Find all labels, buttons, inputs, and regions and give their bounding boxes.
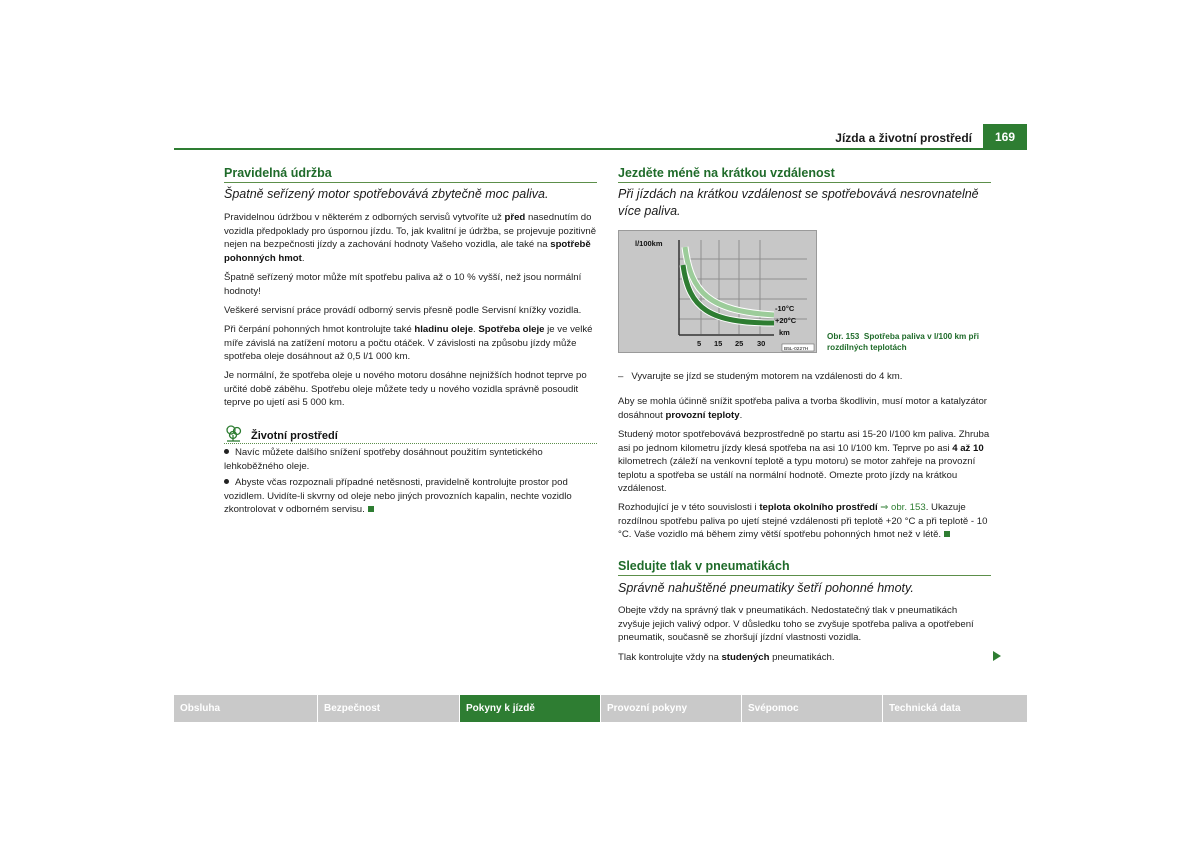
page-number: 169	[983, 124, 1027, 150]
bullet-icon	[224, 449, 229, 454]
paragraph-tire-pressure: Obejte vždy na správný tlak v pneumatikách. Nedostatečný tlak v pneumatikách zvyšuje jejich valivý odpor. V důsledku toho se zvyšuje spotřeba paliva a opotřebení pneumatik, současně se zhoršují jízdní vlastnosti vozidla.	[618, 605, 974, 643]
nav-tab-svepomoc[interactable]: Svépomoc	[742, 695, 882, 722]
running-header-title: Jízda a životní prostředí	[835, 131, 972, 145]
section-heading-maintenance: Pravidelná údržba	[224, 166, 597, 183]
nav-tab-technicka-data[interactable]: Technická data	[883, 695, 1027, 722]
section-end-icon	[944, 531, 950, 537]
lead-maintenance: Špatně seřízený motor spotřebovává zbytečně moc paliva.	[224, 187, 549, 201]
section-heading-short-trips: Jezděte méně na krátkou vzdálenost	[618, 166, 991, 183]
figure-caption: Obr. 153 Spotřeba paliva v l/100 km při rozdílných teplotách	[827, 332, 980, 352]
paragraph-maintenance-3: Veškeré servisní práce provádí odborný servis přesně podle Servisní knížky vozidla.	[224, 305, 582, 316]
nav-tab-bezpecnost[interactable]: Bezpečnost	[318, 695, 459, 722]
environment-title: Životní prostředí	[251, 430, 338, 442]
figure-code: B5L-0227H	[784, 347, 809, 352]
environment-rule	[224, 443, 597, 445]
header-rule	[174, 148, 1027, 150]
environment-icon	[224, 424, 244, 442]
dash-list-item: – Vyvarujte se jízd se studeným motorem na vzdálenosti do 4 km.	[618, 371, 903, 382]
figure-fuel-consumption	[618, 230, 817, 353]
environment-bullet-2: Abyste včas rozpoznali případné netěsnosti, pravidelně kontrolujte prostor pod vozidlem. Uvidíte-li skvrny od oleje nebo jiných provozních kapalin, nechte vozidlo zkontrolovat v odborném servisu.	[224, 477, 572, 515]
paragraph-operating-temperature: Aby se mohla účinně snížit spotřeba paliva a tvorba škodlivin, musí motor a katalyzátor dosáhnout provozní teploty.	[618, 396, 988, 421]
y-axis-label: l/100km	[635, 239, 663, 248]
paragraph-maintenance-1: Pravidelnou údržbou v některém z odborných servisů vytvoříte už před nasednutím do vozidla předpoklady pro úspornou jízdu. To, jak kvalitní je údržba, se projevuje pozitivně nejen na bezpečnosti jízdy a zachování hodnoty Vašeho vozidla, ale také na spotřebě pohonných hmot.	[224, 212, 597, 264]
section-heading-tire-pressure: Sledujte tlak v pneumatikách	[618, 559, 991, 576]
lead-tire-pressure: Správně nahuštěné pneumatiky šetří pohonné hmoty.	[618, 581, 914, 595]
fuel-consumption-chart	[619, 231, 816, 352]
paragraph-oil-level: Při čerpání pohonných hmot kontrolujte také hladinu oleje. Spotřeba oleje je ve velké míře závislá na zatížení motoru a počtu otáček. V závislosti na způsobu jízdy může spotřeba oleje dosáhnout až 0,5 l/1 000 km.	[224, 324, 593, 362]
legend-plus20: +20°C	[775, 316, 797, 325]
nav-tab-provozni-pokyny[interactable]: Provozní pokyny	[601, 695, 741, 722]
paragraph-cold-tires: Tlak kontrolujte vždy na studených pneumatikách.	[618, 652, 835, 663]
x-tick-30: 30	[757, 339, 766, 348]
nav-tab-obsluha[interactable]: Obsluha	[174, 695, 317, 722]
x-axis-label: km	[779, 328, 790, 337]
x-tick-15: 15	[714, 339, 723, 348]
environment-bullet-1: Navíc můžete dalšího snížení spotřeby dosáhnout použitím syntetického lehkoběžného oleje.	[224, 447, 543, 472]
x-tick-25: 25	[735, 339, 744, 348]
legend-minus10: -10°C	[775, 304, 795, 313]
figure-reference-link[interactable]: ⇒ obr. 153	[877, 502, 926, 513]
x-tick-5: 5	[697, 339, 702, 348]
section-end-icon	[368, 506, 374, 512]
lead-short-trips: Při jízdách na krátkou vzdálenost se spotřebovává nesrovnatelně více paliva.	[618, 187, 979, 218]
paragraph-maintenance-2: Špatně seřízený motor může mít spotřebu paliva až o 10 % vyšší, než jsou normální hodnoty!	[224, 272, 582, 297]
paragraph-cold-engine: Studený motor spotřebovává bezprostředně po startu asi 15-20 l/100 km paliva. Zhruba asi po jednom kilometru jízdy klesá spotřeba na asi 10 l/100 km. Teprve po asi 4 až 10 kilometrech (záleží na venkovní teplotě a typu motoru) se motor zahřeje na provozní teplotu a spotřeba se ustálí na normální hodnotě. Omezte proto jízdy na krátkou vzdálenost.	[618, 429, 990, 494]
bullet-icon	[224, 479, 229, 484]
paragraph-ambient-temperature: Rozhodující je v této souvislosti i teplota okolního prostředí ⇒ obr. 153. Ukazuje rozdílnou spotřebu paliva po ujetí stejné vzdálenosti při teplotě +20 °C a při teplotě - 10 °C. Vaše vozidlo má během zimy větší spotřebu pohonných hmot než v létě.	[618, 502, 988, 540]
continue-arrow-icon	[993, 651, 1001, 661]
nav-tab-pokyny-k-jizde[interactable]: Pokyny k jízdě	[460, 695, 600, 722]
paragraph-oil-consumption: Je normální, že spotřeba oleje u nového motoru dosáhne nejnižších hodnot teprve po určité době záběhu. Spotřebu oleje můžete tedy u nového vozidla správně posoudit teprve po ujetí asi 5 000 km.	[224, 370, 587, 408]
